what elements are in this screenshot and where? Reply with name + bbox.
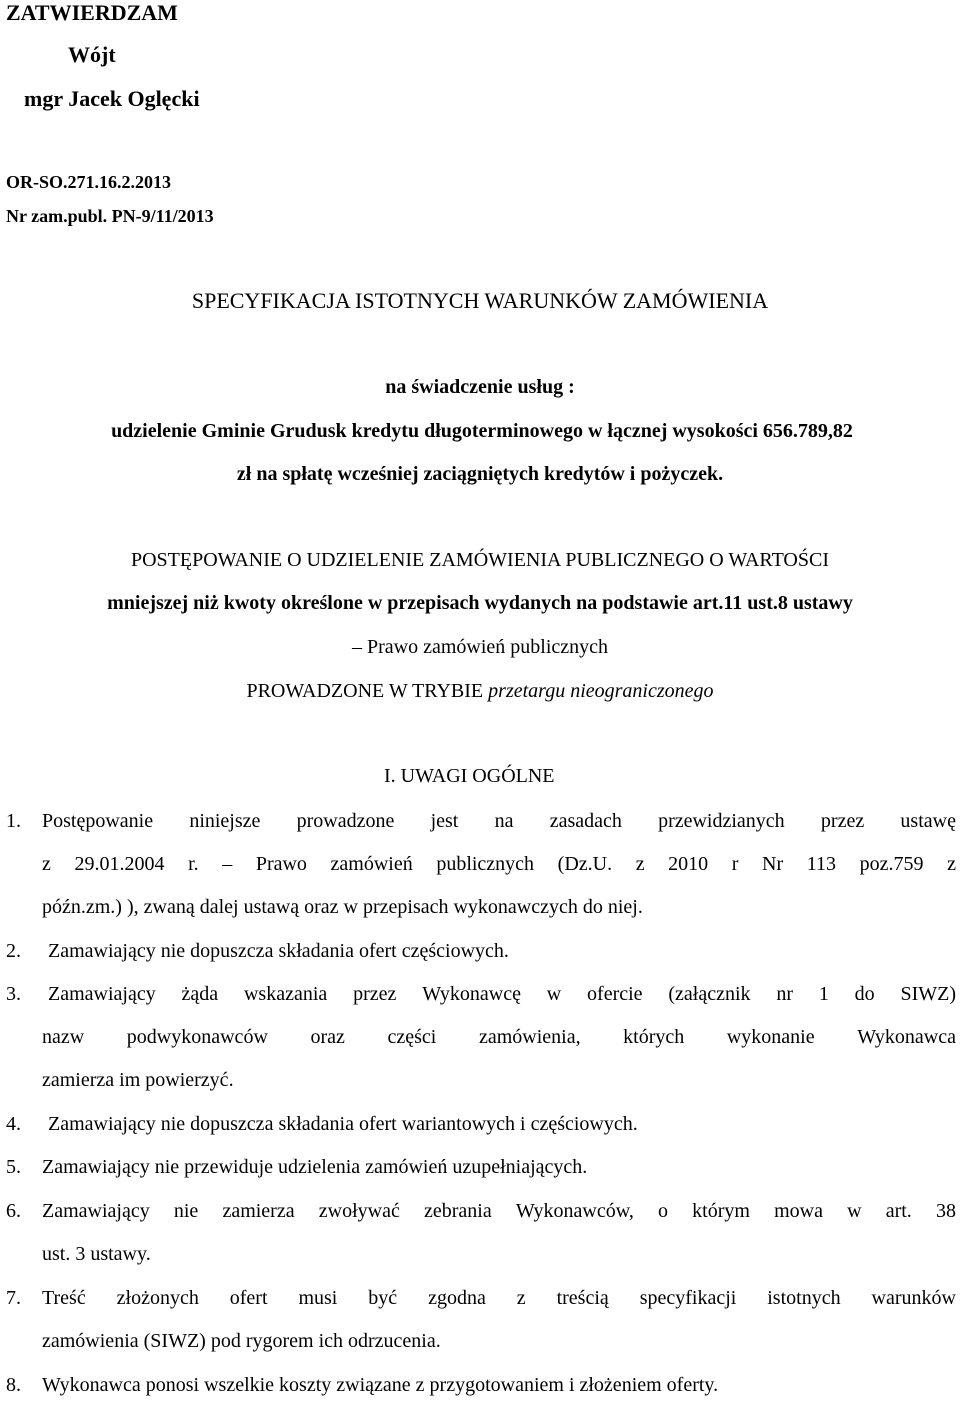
item-number: 6. (6, 1200, 21, 1222)
item-number: 1. (6, 810, 21, 832)
procedure-line-4 (0, 680, 960, 703)
item-1-line-3: późn.zm.) ), zwaną dalej ustawą oraz w przepisach wykonawczych do niej. (42, 896, 643, 918)
procedure-mode-label: PROWADZONE W TRYBIE (246, 680, 484, 702)
publication-number: Nr zam.publ. PN-9/11/2013 (6, 206, 214, 226)
procedure-mode-name: przetargu nieograniczonego (488, 680, 714, 702)
item-4-line-1: Zamawiający nie dopuszcza składania ofert wariantowych i częściowych. (48, 1113, 638, 1135)
item-number: 3. (6, 983, 21, 1005)
item-number: 8. (6, 1374, 21, 1396)
item-3-line-1: Zamawiający żąda wskazania przez Wykonawcę w ofercie (załącznik nr 1 do SIWZ) (48, 983, 956, 1005)
procedure-line-3: – Prawo zamówień publicznych (351, 636, 609, 658)
item-6-line-1: Zamawiający nie zamierza zwoływać zebrania Wykonawców, o którym mowa w art. 38 (42, 1200, 956, 1222)
item-5-line-1: Zamawiający nie przewiduje udzielenia zamówień uzupełniających. (42, 1156, 588, 1178)
item-7-line-2: zamówienia (SIWZ) pod rygorem ich odrzucenia. (42, 1330, 441, 1352)
item-3-line-3: zamierza im powierzyć. (42, 1069, 234, 1091)
subject-line-1: na świadczenie usług : (385, 376, 575, 398)
item-7-line-1: Treść złożonych ofert musi być zgodna z treścią specyfikacji istotnych warunków (42, 1287, 956, 1309)
item-number: 5. (6, 1156, 21, 1178)
procedure-line-1: POSTĘPOWANIE O UDZIELENIE ZAMÓWIENIA PUBLICZNEGO O WARTOŚCI (130, 549, 829, 571)
case-number: OR-SO.271.16.2.2013 (6, 172, 172, 192)
item-1-line-1: Postępowanie niniejsze prowadzone jest na zasadach przewidzianych przez ustawę (42, 810, 956, 832)
item-3-line-2: nazw podwykonawców oraz części zamówienia, których wykonanie Wykonawca (42, 1026, 956, 1048)
item-6-line-2: ust. 3 ustawy. (42, 1243, 151, 1265)
item-number: 7. (6, 1287, 21, 1309)
procedure-line-2: mniejszej niż kwoty określone w przepisach wydanych na podstawie art.11 ust.8 ustawy (107, 592, 853, 614)
subject-line-3: zł na spłatę wcześniej zaciągniętych kredytów i pożyczek. (236, 463, 724, 485)
document-title: SPECYFIKACJA ISTOTNYCH WARUNKÓW ZAMÓWIENIA (191, 288, 769, 313)
approval-heading: ZATWIERDZAM (6, 0, 178, 25)
item-8-line-1: Wykonawca ponosi wszelkie koszty związane z przygotowaniem i złożeniem oferty. (42, 1374, 719, 1396)
item-2-line-1: Zamawiający nie dopuszcza składania ofert częściowych. (48, 940, 509, 962)
item-1-line-2: z 29.01.2004 r. – Prawo zamówień publicznych (Dz.U. z 2010 r Nr 113 poz.759 z (42, 853, 956, 875)
section-heading: I. UWAGI OGÓLNE (384, 765, 555, 787)
approval-name: mgr Jacek Oglęcki (24, 86, 200, 111)
approval-role: Wójt (68, 42, 116, 67)
subject-line-2: udzielenie Gminie Grudusk kredytu długoterminowego w łącznej wysokości 656.789,82 (111, 420, 853, 442)
item-number: 4. (6, 1113, 21, 1135)
item-number: 2. (6, 940, 21, 962)
